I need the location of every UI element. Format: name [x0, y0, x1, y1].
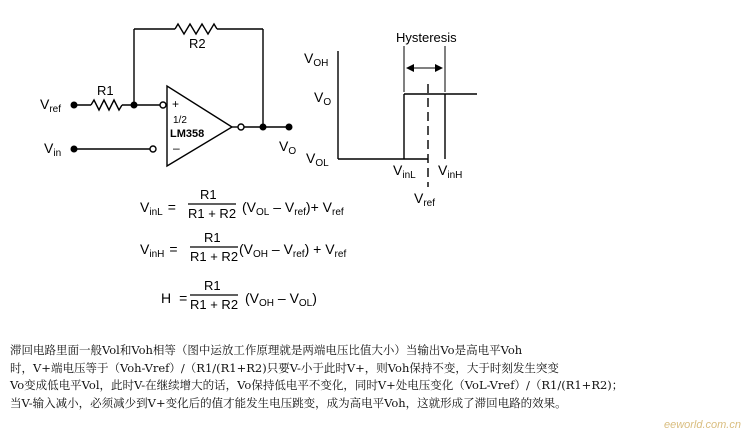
- hysteresis-curve: [338, 46, 477, 187]
- formula-vinl: [140, 187, 344, 221]
- formula-vinh-lhs: $V_{inH}$ =: [140, 241, 178, 260]
- r1-resistor: [91, 100, 122, 110]
- formula-vinh-denominator: R1 + R2: [190, 249, 239, 264]
- explanation-line-4: 当V-输入减小，必须减少到V+变化后的值才能发生电压跳变，成为高电平Voh，这就形成了滞回电路的效果。: [10, 395, 567, 410]
- r1-label: R1: [97, 83, 114, 98]
- opamp-plus-sign: +: [172, 97, 180, 111]
- formula-h-rhs: $(V_{OH} - V_{OL})$: [245, 290, 317, 309]
- formula-vinh-rhs: $(V_{OH} - V_{ref}) + V_{ref}$: [239, 241, 347, 260]
- r1-junction-node: [131, 102, 137, 108]
- vref-label: $V_{ref}$: [40, 96, 62, 115]
- output-junction-node: [260, 124, 266, 130]
- r2-label: R2: [189, 36, 206, 51]
- vin-terminal: [71, 146, 77, 152]
- formula-vinh: [140, 230, 346, 264]
- watermark-logo: eeworld.com.cn: [663, 419, 741, 431]
- formula-h-denominator: R1 + R2: [190, 297, 239, 312]
- vo-terminal: [286, 124, 292, 130]
- formula-vinl-lhs: $V_{inL}$ =: [140, 199, 176, 218]
- formula-vinl-denominator: R1 + R2: [188, 206, 237, 221]
- opamp-half-label: 1/2: [173, 115, 187, 126]
- opamp-minus-sign: –: [173, 141, 180, 155]
- vol-label: $V_{OL}$: [306, 150, 329, 169]
- voh-label: $V_{OH}$: [304, 50, 329, 69]
- vo-label: $V_O$: [279, 138, 297, 157]
- vref-terminal: [71, 102, 77, 108]
- vin-label: $V_{in}$: [44, 140, 62, 159]
- formula-h-lhs: H =: [161, 290, 188, 306]
- formula-vinh-numerator: R1: [204, 230, 221, 245]
- r2-resistor: [175, 24, 217, 34]
- explanation-line-2: 时，V+端电压等于（Voh-Vref）/（R1/(R1+R2)只要V-小于此时V+，则Voh保持不变，大于时刻发生突变: [10, 360, 559, 375]
- vref-curve-label: $V_{ref}$: [414, 190, 436, 209]
- vinl-label: $V_{inL}$: [393, 162, 416, 181]
- explanation-line-1: 滞回电路里面一般Vol和Voh相等（图中运放工作原理就是两端电压比值大小）当输出Vo是高电平Voh: [10, 343, 523, 357]
- formula-hysteresis: [161, 278, 317, 312]
- output-pin: [238, 124, 244, 130]
- formula-h-numerator: R1: [204, 278, 221, 293]
- plus-pin: [160, 102, 166, 108]
- opamp-name: LM358: [170, 128, 205, 140]
- vo-axis-label: $V_O$: [314, 89, 332, 108]
- formula-vinl-rhs: $(V_{OL} - V_{ref})+ V_{ref}$: [242, 199, 344, 218]
- explanation-paragraph: [10, 342, 746, 412]
- explanation-line-3: Vo变成低电平Vol，此时V-在继续增大的话，Vo保持低电平不变化，同时V+处电压变化（VoL-Vref）/（R1/(R1+R2)；: [10, 378, 624, 392]
- minus-pin: [150, 146, 156, 152]
- vinh-label: $V_{inH}$: [438, 162, 463, 181]
- formula-vinl-numerator: R1: [200, 187, 217, 202]
- hysteresis-title: Hysteresis: [396, 30, 457, 45]
